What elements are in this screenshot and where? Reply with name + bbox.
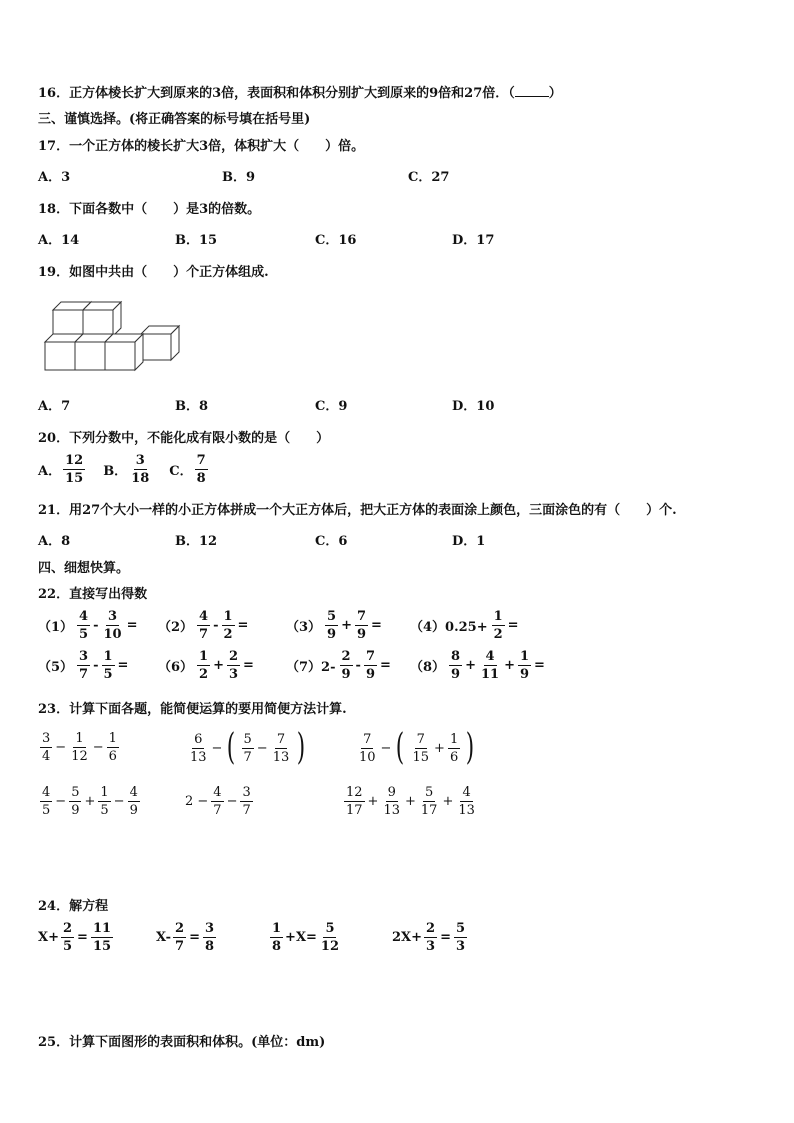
answer-blank[interactable] xyxy=(515,84,549,97)
fraction: $\frac{7}{8}$ xyxy=(196,453,206,486)
question-23: 23．计算下面各题，能简便运算的要用简便方法计算. xyxy=(38,702,347,717)
q20-option-c-label: C． xyxy=(169,464,193,479)
q23-expr-4: $\frac{4}{5}$ − $\frac{5}{9}$ + $\frac{1}{5}$ − $\frac{4}{9}$ xyxy=(42,785,138,818)
q23-expr-5: 2 − $\frac{4}{7}$ − $\frac{3}{7}$ xyxy=(185,785,251,818)
q18-option-b: B．15 xyxy=(175,233,218,248)
question-18: 18．下面各数中（ ）是3的倍数。 xyxy=(38,202,261,217)
q19-option-b: B．8 xyxy=(175,399,209,414)
q21-option-c: C．6 xyxy=(315,534,348,549)
question-16: 16．正方体棱长扩大到原来的3倍，表面积和体积分别扩大到原来的9倍和27倍．（ ） xyxy=(38,86,562,101)
q22-item-6: （6） $\frac{1}{2}$ + $\frac{2}{3}$ = xyxy=(158,649,254,682)
question-24: 24．解方程 xyxy=(38,899,109,914)
q22-item-1: （1） $\frac{4}{5}$ - $\frac{3}{10}$ = xyxy=(38,609,138,642)
q23-expr-2: $\frac{6}{13}$ − ( $\frac{5}{7}$ − $\frac{7}{13}$ ) xyxy=(190,727,306,768)
section-3-heading: 三、谨慎选择。(将正确答案的标号填在括号里) xyxy=(38,112,311,127)
q19-option-c: C．9 xyxy=(315,399,348,414)
q19-option-d: D．10 xyxy=(452,399,495,414)
q23-expr-3: $\frac{7}{10}$ − ( $\frac{7}{15}$ + $\frac{1}{6}$ ) xyxy=(359,727,475,768)
q23-expr-6: $\frac{12}{17}$ + $\frac{9}{13}$ + $\frac{5}{17}$ + $\frac{4}{13}$ xyxy=(346,785,475,818)
q21-option-b: B．12 xyxy=(175,534,218,549)
q20-option-a-label: A． xyxy=(38,464,62,479)
q20-options xyxy=(38,454,210,485)
q19-option-a: A．7 xyxy=(38,399,71,414)
question-20: 20．下列分数中，不能化成有限小数的是（ ） xyxy=(38,431,330,446)
question-17: 17．一个正方体的棱长扩大3倍，体积扩大（ ）倍。 xyxy=(38,139,365,154)
section-4-heading: 四、细想快算。 xyxy=(38,561,130,576)
q24-equation-4: 2X+ $\frac{2}{3}$ = $\frac{5}{3}$ xyxy=(392,921,466,954)
fraction: $\frac{12}{15}$ xyxy=(65,453,84,486)
q22-item-2: （2） $\frac{4}{7}$ - $\frac{1}{2}$ = xyxy=(158,609,249,642)
q18-option-a: A．14 xyxy=(38,233,80,248)
q20-option-b-label: B． xyxy=(103,464,128,479)
q22-item-4: （4）0.25+ $\frac{1}{2}$ = xyxy=(410,609,519,642)
q24-equation-2: X- $\frac{2}{7}$ = $\frac{3}{8}$ xyxy=(156,921,215,954)
q22-item-5: （5） $\frac{3}{7}$ - $\frac{1}{5}$ = xyxy=(38,649,129,682)
question-22: 22．直接写出得数 xyxy=(38,587,148,602)
cubes-figure xyxy=(40,298,185,376)
q18-option-d: D．17 xyxy=(452,233,495,248)
q17-option-b: B．9 xyxy=(222,170,256,185)
q24-equation-1: X+ $\frac{2}{5}$ = $\frac{11}{15}$ xyxy=(38,921,112,954)
q22-item-7: （7）2- $\frac{2}{9}$ - $\frac{7}{9}$ = xyxy=(286,649,391,682)
q22-item-8: （8） $\frac{8}{9}$ + $\frac{4}{11}$ + $\frac{1}{9}$ = xyxy=(410,649,545,682)
q22-item-3: （3） $\frac{5}{9}$ + $\frac{7}{9}$ = xyxy=(286,609,382,642)
q17-option-a: A．3 xyxy=(38,170,71,185)
q17-option-c: C．27 xyxy=(408,170,450,185)
q18-option-c: C．16 xyxy=(315,233,357,248)
q24-equation-3: $\frac{1}{8}$ +X= $\frac{5}{12}$ xyxy=(272,921,340,954)
q23-expr-1: $\frac{3}{4}$ − $\frac{1}{12}$ − $\frac{1}{6}$ xyxy=(42,731,117,764)
q21-option-a: A．8 xyxy=(38,534,71,549)
fraction: $\frac{3}{18}$ xyxy=(131,453,150,486)
question-19: 19．如图中共由（ ）个正方体组成. xyxy=(38,265,269,280)
q21-option-d: D．1 xyxy=(452,534,486,549)
question-25: 25．计算下面图形的表面积和体积。(单位：dm) xyxy=(38,1035,326,1050)
question-21: 21．用27个大小一样的小正方体拼成一个大正方体后，把大正方体的表面涂上颜色，三面涂色的有（ ）个. xyxy=(38,503,677,518)
